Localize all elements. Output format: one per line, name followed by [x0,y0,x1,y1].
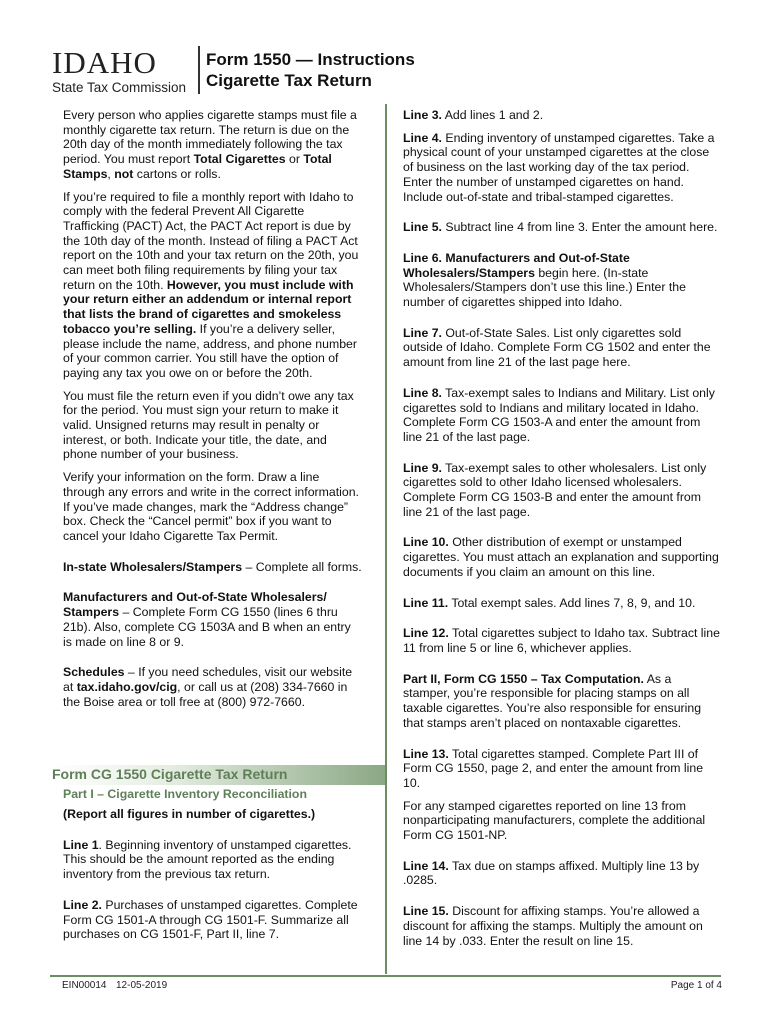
page-number: Page 1 of 4 [670,980,722,991]
header-divider [198,46,200,94]
logo-wordmark: IDAHO [52,45,157,80]
line-6-instruction: Line 6. Manufacturers and Out-of-State Wholesalers/Stampers begin here. (In-state Wholesalers/Stampers don’t use this line.) Enter the number of cigarettes shipped into Idaho. [403,250,686,310]
part-2-instruction: Part II, Form CG 1550 – Tax Computation. As a stamper, you’re responsible for placing stamps on all taxable cigarettes. You’re also responsible for ensuring that stamps aren’t placed on nontaxable cigarettes. [403,671,702,730]
line-3-instruction: Line 3. Add lines 1 and 2. [403,108,544,122]
form-code: EIN00014 [62,980,107,991]
line-7-instruction: Line 7. Out-of-State Sales. List only cigarettes sold outside of Idaho. Complete Form CG 1502 and enter the amount from line 21 of the last page here. [403,325,711,370]
title-line-2: Cigarette Tax Return [206,71,372,90]
right-column [403,108,720,956]
left-column-lines [63,807,363,950]
logo-subtitle: State Tax Commission [52,80,187,95]
line-1-instruction: Line 1. Beginning inventory of unstamped cigarettes. This should be the amount reported as the ending inventory from the previous tax return. [63,837,352,882]
signature-paragraph: You must file the return even if you didn’t owe any tax for the period. You must sign your return to make it valid. Unsigned returns may result in penalty or interest, or both. Indicate your title, the date, and phone number of your business. [63,388,354,462]
section-title: Form CG 1550 Cigarette Tax Return [52,766,288,782]
left-column [63,108,363,717]
schedules-paragraph: Schedules – If you need schedules, visit our website at tax.idaho.gov/cig, or call us at (208) 334-7660 in the Boise area or toll free at (800) 972-7660. [63,665,353,709]
line-13-note: For any stamped cigarettes reported on line 13 from nonparticipating manufacturers, complete the additional Form CG 1501-NP. [403,798,706,843]
line-2-instruction: Line 2. Purchases of unstamped cigarettes. Complete Form CG 1501-A through CG 1501-F. Summarize all purchases on CG 1501-F, Part II, line 7. [63,897,358,942]
line-11-instruction: Line 11. Total exempt sales. Add lines 7, 8, 9, and 10. [403,595,696,610]
line-13-instruction: Line 13. Total cigarettes stamped. Complete Part III of Form CG 1550, page 2, and enter the amount from line 10. [403,746,704,790]
part-1-heading: Part I – Cigarette Inventory Reconciliation [63,787,307,801]
line-15-instruction: Line 15. Discount for affixing stamps. You’re allowed a discount for affixing the stamps. Multiply the amount on line 14 by .033. Enter the result on line 15. [403,904,703,948]
report-note: (Report all figures in number of cigarettes.) [63,807,316,821]
in-state-paragraph: In-state Wholesalers/Stampers – Complete all forms. [63,559,362,574]
idaho-tax-commission-logo [52,45,194,95]
filing-requirement-paragraph: Every person who applies cigarette stamps must file a monthly cigarette tax return. The return is due on the 20th day of the month immediately following the tax period. You must report Total Cigarettes or Total Stamps, not cartons or rolls. [63,108,357,181]
page-title [206,49,415,91]
pact-act-paragraph: If you’re required to file a monthly report with Idaho to comply with the federal Prevent All Cigarette Trafficking (PACT) Act, the PACT Act report is due by the 10th day of the month. Instead of filing a PACT Act report on the 10th and your tax return on the 20th, you can meet both filing requirements by filing your tax return on the 10th. However, you must include with your return either an addendum or internal report that lists the brand of cigarettes and smokeless tobacco you’re selling. If you’re a delivery seller, please include the name, address, and phone number of your common carrier. You still have the option of paying any tax you owe on or before the 20th. [63,189,359,380]
manufacturers-paragraph: Manufacturers and Out-of-State Wholesalers/ Stampers – Complete Form CG 1550 (lines 6 thru 21b). Also, complete CG 1503A and B when an entry is made on line 8 or 9. [63,590,351,649]
title-line-1: Form 1550 — Instructions [206,50,415,69]
verify-paragraph: Verify your information on the form. Draw a line through any errors and write in the correct information. If you’ve made changes, mark the “Address change” box. Check the “Cancel permit” box if you want to cancel your Idaho Cigarette Tax Permit. [63,470,359,543]
line-14-instruction: Line 14. Tax due on stamps affixed. Multiply line 13 by .0285. [403,858,700,888]
line-10-instruction: Line 10. Other distribution of exempt or unstamped cigarettes. You must attach an explanation and supporting documents if you claim an amount on this line. [403,535,719,579]
line-8-instruction: Line 8. Tax-exempt sales to Indians and Military. List only cigarettes sold to Indians and military located in Idaho. Complete Form CG 1503-A and enter the amount from line 21 of the last page. [403,385,715,444]
line-4-instruction: Line 4. Ending inventory of unstamped cigarettes. Take a physical count of your unstamped cigarettes at the close of business on the last working day of the tax period. Enter the number of unstamped cigarettes on hand. Include out-of-state and tribal-stamped cigarettes. [403,130,715,204]
footer-divider [50,975,721,977]
line-5-instruction: Line 5. Subtract line 4 from line 3. Enter the amount here. [403,220,718,235]
website-link[interactable]: tax.idaho.gov/cig [76,679,178,694]
line-12-instruction: Line 12. Total cigarettes subject to Idaho tax. Subtract line 11 from line 5 or line 6, whichever applies. [403,626,720,655]
revision-date: 12-05-2019 [116,980,168,991]
column-divider [385,104,387,974]
line-9-instruction: Line 9. Tax-exempt sales to other wholesalers. List only cigarettes sold to other Idaho licensed wholesalers. Complete Form CG 1503-B and enter the amount from line 21 of the last page. [403,460,707,519]
